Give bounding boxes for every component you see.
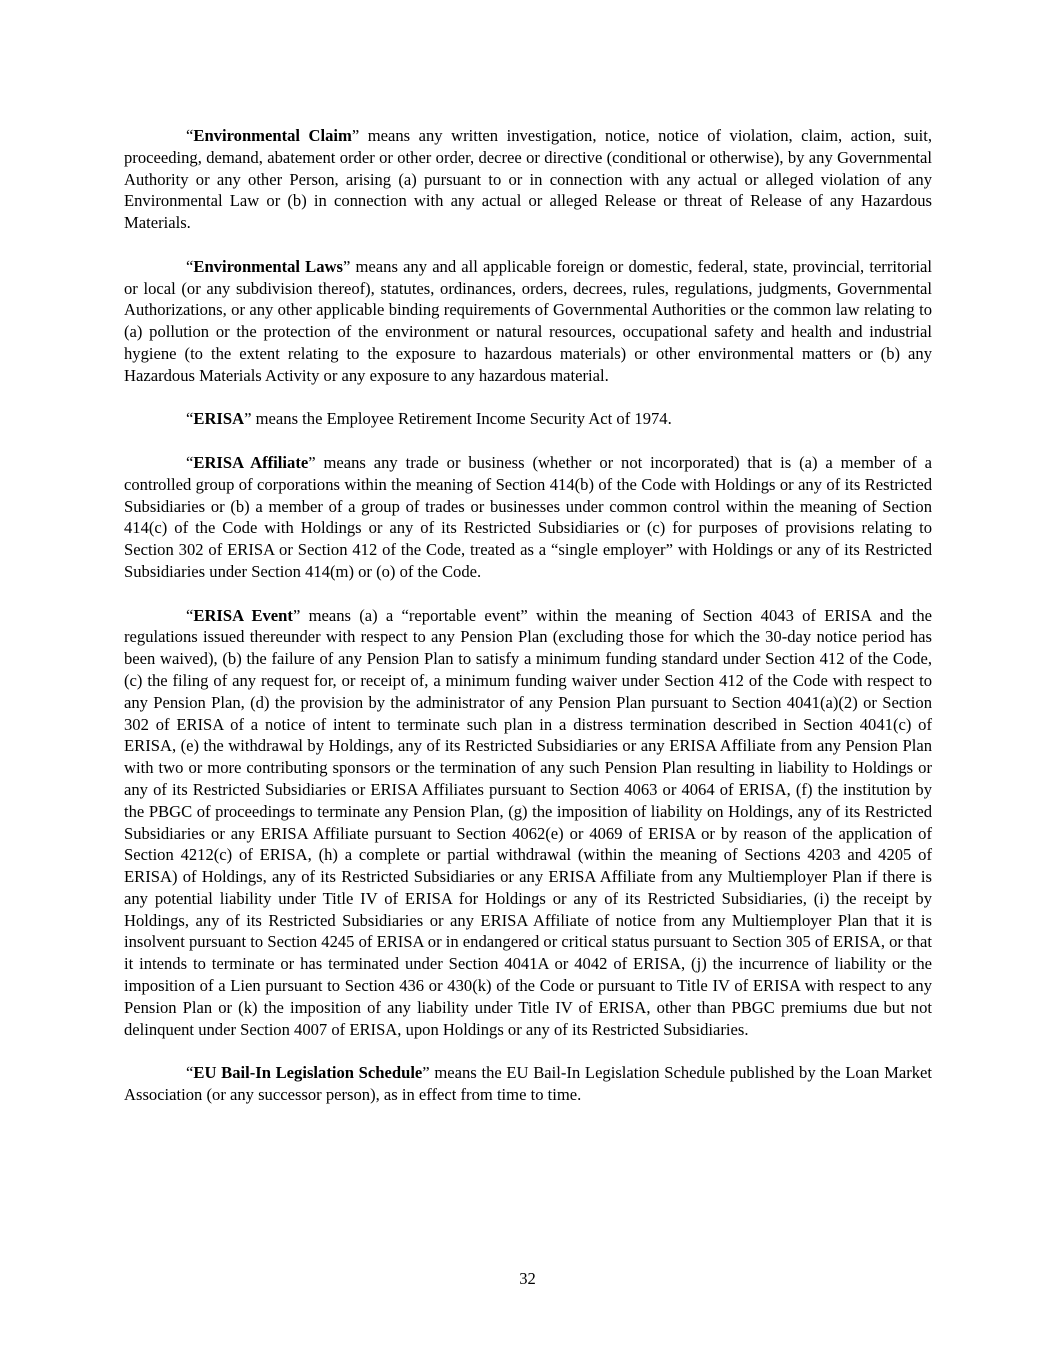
definition-environmental-claim: “Environmental Claim” means any written investigation, notice, notice of violation, claim, action, suit, proceeding, demand, abatement order or other order, decree or directive (conditional or otherwise), by any Governmental Authority or any other Person, arising (a) pursuant to or in connection with any actual or alleged violation of any Environmental Law or (b) in connection with any actual or alleged Release or threat of Release of any Hazardous Materials. — [124, 126, 932, 233]
definition-eu-bail-in-legislation-schedule: “EU Bail-In Legislation Schedule” means the EU Bail-In Legislation Schedule published by the Loan Market Association (or any successor person), as in effect from time to time. — [124, 1063, 932, 1105]
definition-text: means any and all applicable foreign or domestic, federal, state, provincial, territorial or local (or any subdivision thereof), statutes, ordinances, orders, decrees, rules, regulations, judgments, Governmental Authorizations, or any other applicable binding requirements of Governmental Authorities or the common law relating to (a) pollution or the protection of the environment or natural resources, occupational safety and health and industrial hygiene (to the extent relating to the exposure to hazardous materials) or other environmental matters or (b) any Hazardous Materials Activity or any exposure to any hazardous material. — [124, 256, 932, 385]
definition-text: means any written investigation, notice, notice of violation, claim, action, suit, proceeding, demand, abatement order or other order, decree or directive (conditional or otherwise), by any Governmental Authority or any other Person, arising (a) pursuant to or in connection with any actual or alleged violation of any Environmental Law or (b) in connection with any actual or alleged Release or threat of Release of any Hazardous Materials. — [124, 126, 932, 233]
definition-text: means the EU Bail-In Legislation Schedule published by the Loan Market Association (or any successor person), as in effect from time to time. — [124, 1063, 932, 1105]
defined-term: Environmental Claim — [193, 126, 352, 145]
defined-term: ERISA — [193, 409, 245, 429]
definition-erisa: “ERISA” means the Employee Retirement Income Security Act of 1974. — [186, 409, 672, 429]
page-number: 32 — [519, 1269, 536, 1288]
definition-text: means (a) a “reportable event” within the meaning of Section 4043 of ERISA and the regulations issued thereunder with respect to any Pension Plan (excluding those for which the 30-day notice period has been waived), (b) the failure of any Pension Plan to satisfy a minimum funding standard under Section 412 of the Code, (c) the filing of any request for, or receipt of, a minimum funding waiver under Section 412 of the Code with respect to any Pension Plan, (d) the provision by the administrator of any Pension Plan pursuant to Section 4041(a)(2) or Section 302 of ERISA of a notice of intent to terminate such plan in a distress termination described in Section 4041(c) of ERISA, (e) the withdrawal by Holdings, any of its Restricted Subsidiaries or any ERISA Affiliate from any Pension Plan with two or more contributing sponsors or the termination of any such Pension Plan resulting in liability to Holdings or any of its Restricted Subsidiaries or ERISA Affiliates pursuant to Section 4063 or 4064 of ERISA, (f) the institution by the PBGC of proceedings to terminate any Pension Plan, (g) the imposition of liability on Holdings, any of its Restricted Subsidiaries or any ERISA Affiliate pursuant to Section 4062(e) or 4069 of ERISA or by reason of the application of Section 4212(c) of ERISA, (h) a complete or partial withdrawal (within the meaning of Sections 4203 and 4205 of ERISA) of Holdings, any of its Restricted Subsidiaries or any ERISA Affiliate from any Multiemployer Plan if there is any potential liability under Title IV of ERISA for Holdings or any of its Restricted Subsidiaries, (i) the receipt by Holdings, any of its Restricted Subsidiaries or any ERISA Affiliate of notice from any Multiemployer Plan that it is insolvent pursuant to Section 4245 of ERISA or in endangered or critical status pursuant to Section 305 of ERISA, or that it intends to terminate or has terminated under Section 4041A or 4042 of ERISA, (j) the incurrence of liability or the imposition of a Lien pursuant to Section 436 or 430(k) of the Code or pursuant to Title IV of ERISA with respect to any Pension Plan or (k) the imposition of any liability under Title IV of ERISA, other than PBGC premiums due but not delinquent under Section 4007 of ERISA, upon Holdings or any of its Restricted Subsidiaries. — [124, 605, 932, 1039]
definition-erisa-event: “ERISA Event” means (a) a “reportable event” within the meaning of Section 4043 of ERISA and the regulations issued thereunder with respect to any Pension Plan (excluding those for which the 30-day notice period has been waived), (b) the failure of any Pension Plan to satisfy a minimum funding standard under Section 412 of the Code, (c) the filing of any request for, or receipt of, a minimum funding waiver under Section 412 of the Code with respect to any Pension Plan, (d) the provision by the administrator of any Pension Plan pursuant to Section 4041(a)(2) or Section 302 of ERISA of a notice of intent to terminate such plan in a distress termination described in Section 4041(c) of ERISA, (e) the withdrawal by Holdings, any of its Restricted Subsidiaries or any ERISA Affiliate from any Pension Plan with two or more contributing sponsors or the termination of any such Pension Plan resulting in liability to Holdings or any of its Restricted Subsidiaries or ERISA Affiliates pursuant to Section 4063 or 4064 of ERISA, (f) the institution by the PBGC of proceedings to terminate any Pension Plan, (g) the imposition of liability on Holdings, any of its Restricted Subsidiaries or any ERISA Affiliate pursuant to Section 4062(e) or 4069 of ERISA or by reason of the application of Section 4212(c) of ERISA, (h) a complete or partial withdrawal (within the meaning of Sections 4203 and 4205 of ERISA) of Holdings, any of its Restricted Subsidiaries or any ERISA Affiliate from any Multiemployer Plan if there is any potential liability under Title IV of ERISA for Holdings or any of its Restricted Subsidiaries, (i) the receipt by Holdings, any of its Restricted Subsidiaries or any ERISA Affiliate of notice from any Multiemployer Plan that it is insolvent pursuant to Section 4245 of ERISA or in endangered or critical status pursuant to Section 305 of ERISA, or that it intends to terminate or has terminated under Section 4041A or 4042 of ERISA, (j) the incurrence of liability or the imposition of a Lien pursuant to Section 436 or 430(k) of the Code or pursuant to Title IV of ERISA with respect to any Pension Plan or (k) the imposition of any liability under Title IV of ERISA, other than PBGC premiums due but not delinquent under Section 4007 of ERISA, upon Holdings or any of its Restricted Subsidiaries. — [124, 605, 932, 1039]
defined-term: EU Bail-In Legislation Schedule — [193, 1063, 423, 1083]
definition-erisa-affiliate: “ERISA Affiliate” means any trade or business (whether or not incorporated) that is (a) a member of a controlled group of corporations within the meaning of Section 414(b) of the Code with Holdings or any of its Restricted Subsidiaries or (b) a member of a group of trades or businesses under common control within the meaning of Section 414(c) of the Code with Holdings or any of its Restricted Subsidiaries or (c) for purposes of provisions relating to Section 302 of ERISA or Section 412 of the Code, treated as a “single employer” with Holdings or any of its Restricted Subsidiaries under Section 414(m) or (o) of the Code. — [124, 452, 932, 581]
defined-term: ERISA Affiliate — [193, 452, 309, 472]
definition-text: means the Employee Retirement Income Security Act of 1974. — [251, 409, 672, 429]
document-body — [124, 125, 932, 1106]
defined-term: ERISA Event — [193, 605, 293, 625]
definition-environmental-laws: “Environmental Laws” means any and all applicable foreign or domestic, federal, state, provincial, territorial or local (or any subdivision thereof), statutes, ordinances, orders, decrees, rules, regulations, judgments, Governmental Authorizations, or any other applicable binding requirements of Governmental Authorities or the common law relating to (a) pollution or the protection of the environment or natural resources, occupational safety and health and industrial hygiene (to the extent relating to the exposure to hazardous materials) or other environmental matters or (b) any Hazardous Materials Activity or any exposure to any hazardous material. — [124, 256, 932, 385]
definition-text: means any trade or business (whether or not incorporated) that is (a) a member of a controlled group of corporations within the meaning of Section 414(b) of the Code with Holdings or any of its Restricted Subsidiaries or (b) a member of a group of trades or businesses under common control within the meaning of Section 414(c) of the Code with Holdings or any of its Restricted Subsidiaries or (c) for purposes of provisions relating to Section 302 of ERISA or Section 412 of the Code, treated as a “single employer” with Holdings or any of its Restricted Subsidiaries under Section 414(m) or (o) of the Code. — [124, 452, 932, 581]
defined-term: Environmental Laws — [193, 256, 343, 276]
